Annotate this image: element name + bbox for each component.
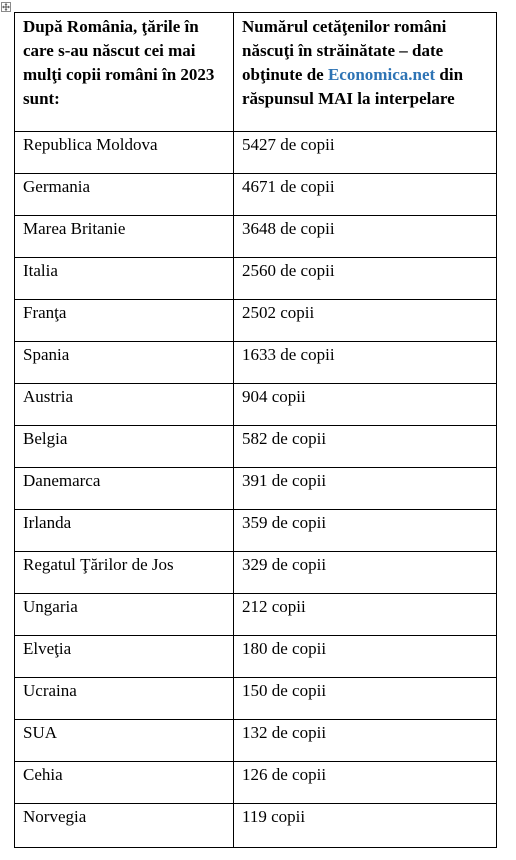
table-row — [15, 384, 497, 426]
country-cell — [15, 300, 234, 342]
count-cell — [234, 426, 497, 468]
count-cell — [234, 384, 497, 426]
count-cell — [234, 258, 497, 300]
country-name: Ungaria — [23, 597, 78, 616]
header-count-text — [234, 13, 496, 111]
header-count-part2: din răspunsul MAI la interpelare — [242, 65, 464, 108]
country-cell — [15, 720, 234, 762]
children-count: 180 de copii — [242, 639, 327, 658]
header-count-part1: Numărul cetăţenilor români născuţi în străinătate – date obţinute de — [242, 17, 447, 84]
header-cell-countries — [15, 13, 234, 132]
table-row — [15, 636, 497, 678]
count-cell — [234, 720, 497, 762]
country-name: Elveţia — [23, 639, 72, 658]
country-cell — [15, 762, 234, 804]
table-row — [15, 762, 497, 804]
count-cell — [234, 342, 497, 384]
country-cell — [15, 342, 234, 384]
children-count: 1633 de copii — [242, 345, 335, 364]
count-cell — [234, 510, 497, 552]
country-cell — [15, 468, 234, 510]
country-name: Regatul Ţărilor de Jos — [23, 555, 174, 574]
country-cell — [15, 636, 234, 678]
births-abroad-table — [14, 12, 497, 848]
table-row — [15, 342, 497, 384]
count-cell — [234, 552, 497, 594]
table-row — [15, 720, 497, 762]
children-count: 329 de copii — [242, 555, 327, 574]
count-cell — [234, 636, 497, 678]
country-name: Austria — [23, 387, 74, 406]
country-name: Danemarca — [23, 471, 101, 490]
children-count: 904 copii — [242, 387, 306, 406]
table-row — [15, 174, 497, 216]
children-count: 150 de copii — [242, 681, 327, 700]
country-name: Republica Moldova — [23, 135, 158, 154]
country-name: Spania — [23, 345, 70, 364]
economica-link[interactable]: Economica.net — [327, 65, 436, 84]
children-count: 582 de copii — [242, 429, 327, 448]
country-cell — [15, 384, 234, 426]
table-row — [15, 468, 497, 510]
country-cell — [15, 258, 234, 300]
country-name: Germania — [23, 177, 91, 196]
header-countries-text: După România, ţările în care s-au născut cei mai mulţi copii români în 2023 sunt: — [23, 17, 215, 108]
table-move-handle-icon[interactable] — [1, 2, 11, 12]
count-cell — [234, 678, 497, 720]
table-row — [15, 132, 497, 174]
country-name: Marea Britanie — [23, 219, 126, 238]
country-name: Ucraina — [23, 681, 77, 700]
table-row — [15, 510, 497, 552]
country-name: Norvegia — [23, 807, 87, 826]
count-cell — [234, 300, 497, 342]
country-name: Irlanda — [23, 513, 72, 532]
table-row — [15, 300, 497, 342]
table-row — [15, 678, 497, 720]
country-cell — [15, 132, 234, 174]
country-name: Italia — [23, 261, 58, 280]
country-name: Belgia — [23, 429, 68, 448]
count-cell — [234, 132, 497, 174]
country-name: Franţa — [23, 303, 67, 322]
country-cell — [15, 594, 234, 636]
table-row — [15, 426, 497, 468]
children-count: 2560 de copii — [242, 261, 335, 280]
children-count: 4671 de copii — [242, 177, 335, 196]
header-cell-count — [234, 13, 497, 132]
table-header-row — [15, 13, 497, 132]
count-cell — [234, 762, 497, 804]
country-cell — [15, 174, 234, 216]
count-cell — [234, 804, 497, 848]
country-cell — [15, 510, 234, 552]
table-row — [15, 804, 497, 848]
country-cell — [15, 804, 234, 848]
children-count: 391 de copii — [242, 471, 327, 490]
country-cell — [15, 552, 234, 594]
count-cell — [234, 216, 497, 258]
children-count: 5427 de copii — [242, 135, 335, 154]
children-count: 119 copii — [242, 807, 306, 826]
count-cell — [234, 174, 497, 216]
country-name: SUA — [23, 723, 58, 742]
children-count: 2502 copii — [242, 303, 315, 322]
count-cell — [234, 468, 497, 510]
children-count: 212 copii — [242, 597, 306, 616]
country-cell — [15, 216, 234, 258]
table-row — [15, 594, 497, 636]
table-row — [15, 552, 497, 594]
children-count: 126 de copii — [242, 765, 327, 784]
children-count: 359 de copii — [242, 513, 327, 532]
table-row — [15, 258, 497, 300]
country-cell — [15, 678, 234, 720]
table-row — [15, 216, 497, 258]
country-name: Cehia — [23, 765, 63, 784]
country-cell — [15, 426, 234, 468]
children-count: 132 de copii — [242, 723, 327, 742]
children-count: 3648 de copii — [242, 219, 335, 238]
count-cell — [234, 594, 497, 636]
